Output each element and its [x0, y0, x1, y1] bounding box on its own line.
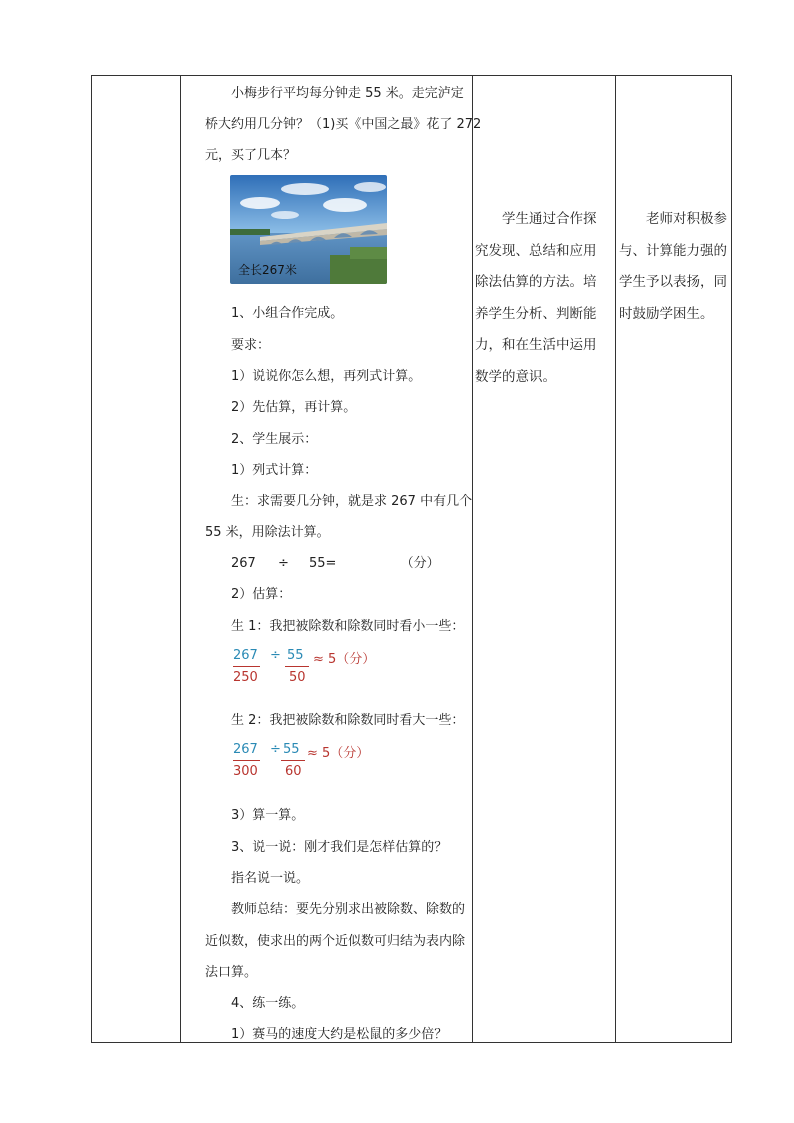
step-text: 1、小组合作完成。: [231, 306, 344, 321]
rounded-dividend: 300: [233, 764, 258, 779]
problem-line: 桥大约用几分钟？（1)买《中国之最》花了 272: [205, 117, 482, 132]
column-divider: [180, 76, 181, 1042]
student-activity: 学生通过合作探究发现、总结和应用除法估算的方法。培养学生分析、判断能力，和在生活中运用数学的意识。: [475, 211, 597, 385]
division-expression: [231, 552, 440, 571]
problem-line: 小梅步行平均每分钟走 55 米。走完泸定: [231, 86, 464, 101]
step-text: 要求：: [231, 338, 271, 353]
lesson-table: [91, 75, 732, 1043]
problem-line: 元，买了几本？: [205, 148, 297, 163]
estimate-result: ≈ 5（分）: [307, 746, 370, 761]
step-text: 1）列式计算：: [231, 463, 318, 478]
divide-sign: ÷: [277, 556, 289, 571]
unit-label: （分）: [400, 556, 440, 571]
step-text: 1）说说你怎么想，再列式计算。: [231, 369, 422, 384]
estimate-divisor: 55: [283, 742, 300, 757]
teacher-note: 老师对积极参与、计算能力强的学生予以表扬，同时鼓励学困生。: [619, 211, 727, 322]
column-divider: [472, 76, 473, 1042]
round-underline: [233, 666, 260, 667]
estimate-divisor: 55: [287, 648, 304, 663]
rounded-dividend: 250: [233, 670, 258, 685]
step-text: 3、说一说：刚才我们是怎样估算的？: [231, 840, 448, 855]
photo-caption: 全长267米: [238, 263, 297, 277]
step-text: 2、学生展示：: [231, 432, 318, 447]
round-underline: [285, 666, 309, 667]
step-text: 生 1：我把被除数和除数同时看小一些：: [231, 619, 465, 634]
step-text: 3）算一算。: [231, 808, 305, 823]
step-text: 1）赛马的速度大约是松鼠的多少倍？: [231, 1027, 448, 1042]
estimate-dividend: 267: [233, 648, 258, 663]
estimate-dividend: 267: [233, 742, 258, 757]
divisor: 55=: [309, 556, 337, 571]
step-text: 生 2：我把被除数和除数同时看大一些：: [231, 713, 465, 728]
estimate-result: ≈ 5（分）: [313, 652, 376, 667]
divide-sign: ÷: [270, 648, 281, 663]
rounded-divisor: 50: [289, 670, 306, 685]
step-text: 55 米，用除法计算。: [205, 525, 330, 540]
step-text: 2）估算：: [231, 587, 292, 602]
column-divider: [615, 76, 616, 1042]
step-text: 教师总结：要先分别求出被除数、除数的: [231, 902, 466, 917]
step-text: 4、练一练。: [231, 996, 305, 1011]
step-text: 法口算。: [205, 965, 258, 980]
step-text: 生：求需要几分钟，就是求 267 中有几个: [231, 494, 473, 509]
divide-sign: ÷: [270, 742, 281, 757]
bridge-photo: [230, 175, 387, 284]
rounded-divisor: 60: [285, 764, 302, 779]
round-underline: [281, 760, 305, 761]
round-underline: [233, 760, 260, 761]
step-text: 2）先估算，再计算。: [231, 400, 357, 415]
step-text: 近似数，使求出的两个近似数可归结为表内除: [205, 934, 466, 949]
dividend: 267: [231, 556, 256, 571]
step-text: 指名说一说。: [231, 871, 310, 886]
